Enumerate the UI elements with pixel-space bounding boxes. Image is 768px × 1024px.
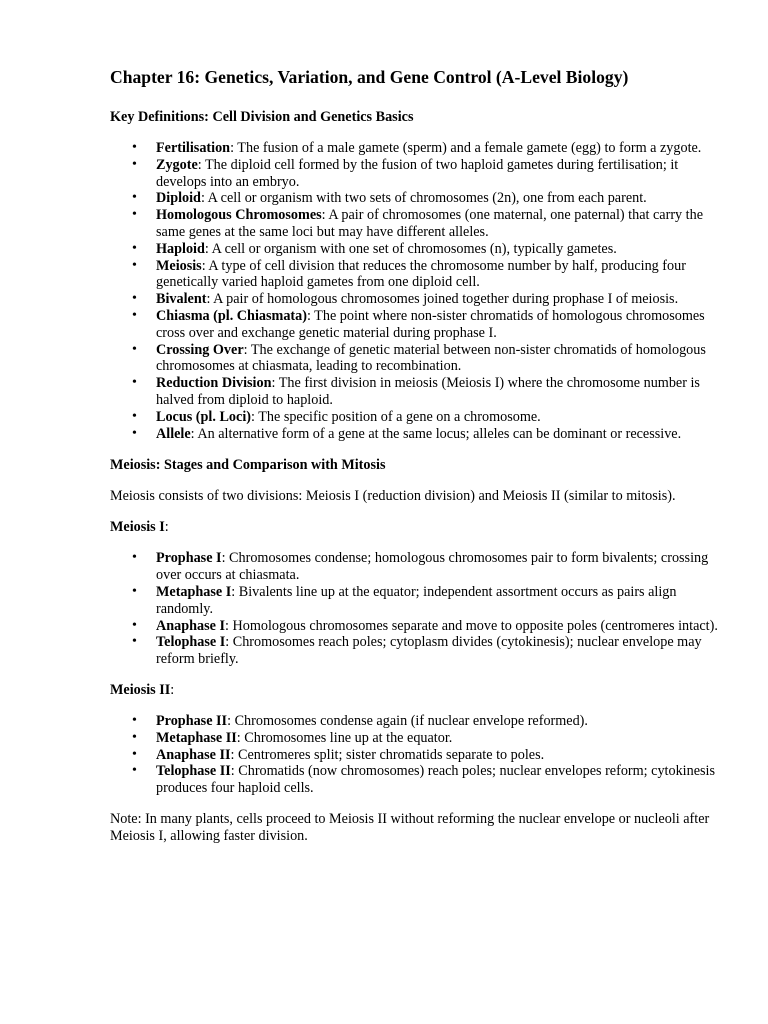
bullet-icon: •	[132, 634, 137, 650]
list-item	[132, 207, 720, 241]
definition-term: Locus (pl. Loci)	[156, 408, 251, 425]
bullet-icon: •	[132, 307, 137, 323]
list-item	[132, 763, 720, 797]
definition-text: : The point where non-sister chromatids of homologous chromosomes cross over and exchange genetic material during prophase I.	[156, 307, 705, 341]
definition-term: Bivalent	[156, 291, 207, 308]
meiosis-1-colon: :	[164, 519, 169, 536]
bullet-icon: •	[132, 207, 137, 223]
stage-text: : Chromosomes line up at the equator.	[236, 729, 453, 746]
page-title: Chapter 16: Genetics, Variation, and Gene Control (A-Level Biology)	[110, 67, 629, 87]
bullet-icon: •	[132, 408, 137, 424]
stage-text: : Chromatids (now chromosomes) reach poles; nuclear envelopes reform; cytokinesis produces four haploid cells.	[156, 763, 715, 797]
list-item	[132, 291, 720, 308]
definition-text: : An alternative form of a gene at the same locus; alleles can be dominant or recessive.	[190, 425, 682, 442]
bullet-icon: •	[132, 257, 137, 273]
stage-text: : Chromosomes condense again (if nuclear envelope reformed).	[227, 712, 588, 729]
definition-text: : The specific position of a gene on a chromosome.	[250, 408, 541, 425]
bullet-icon: •	[132, 617, 137, 633]
list-item	[132, 156, 720, 191]
meiosis-1-label: Meiosis I	[110, 519, 165, 536]
definition-term: Allele	[156, 425, 191, 442]
meiosis-2-colon: :	[170, 681, 175, 698]
bullet-icon: •	[132, 712, 137, 728]
bullet-icon: •	[132, 341, 137, 357]
definition-text: : A type of cell division that reduces the chromosome number by half, producing four genetically varied haploid gametes from one diploid cell.	[156, 257, 686, 291]
meiosis-2-list	[110, 713, 720, 797]
list-item	[132, 190, 720, 207]
definition-text: : A pair of chromosomes (one maternal, one paternal) that carry the same genes at the same loci but may have different alleles.	[156, 207, 704, 240]
definition-term: Homologous Chromosomes	[156, 207, 322, 224]
section-heading-meiosis: Meiosis: Stages and Comparison with Mitosis	[110, 457, 386, 474]
definition-term: Haploid	[156, 240, 205, 257]
list-item	[132, 550, 720, 584]
stage-term: Metaphase I	[156, 583, 232, 600]
list-item	[132, 307, 720, 342]
stage-text: : Chromosomes condense; homologous chromosomes pair to form bivalents; crossing over occurs at chiasmata.	[156, 550, 709, 584]
bullet-icon: •	[132, 140, 137, 155]
list-item	[132, 746, 720, 764]
list-item	[132, 729, 720, 747]
definition-text: : A pair of homologous chromosomes joined together during prophase I of meiosis.	[206, 291, 679, 308]
list-item	[132, 583, 720, 618]
stage-term: Anaphase I	[156, 617, 225, 634]
list-item	[132, 617, 720, 635]
meiosis-2-heading	[110, 682, 720, 699]
stage-term: Telophase II	[156, 763, 231, 780]
stage-text: : Centromeres split; sister chromatids separate to poles.	[230, 746, 545, 763]
list-item	[132, 375, 720, 409]
list-item	[132, 240, 720, 258]
definition-term: Diploid	[156, 190, 201, 207]
definition-text: : The first division in meiosis (Meiosis I) where the chromosome number is halved from diploid to haploid.	[156, 375, 700, 408]
stage-text: : Chromosomes reach poles; cytoplasm divides (cytokinesis); nuclear envelope may reform briefly.	[156, 634, 702, 668]
definition-text: : The diploid cell formed by the fusion of two haploid gametes during fertilisation; it develops into an embryo.	[156, 156, 679, 190]
list-item	[132, 408, 720, 426]
stage-text: : Homologous chromosomes separate and move to opposite poles (centromeres intact).	[225, 617, 718, 634]
meiosis-1-list	[110, 550, 720, 668]
definition-text: : The fusion of a male gamete (sperm) and a female gamete (egg) to form a zygote.	[230, 140, 702, 156]
note-paragraph: Note: In many plants, cells proceed to Meiosis II without reforming the nuclear envelope or nucleoli after Meiosis I, allowing faster division.	[110, 810, 710, 844]
meiosis-1-heading	[110, 519, 720, 536]
bullet-icon: •	[132, 763, 137, 779]
stage-text: : Bivalents line up at the equator; independent assortment occurs as pairs align randomly.	[156, 583, 677, 617]
definition-term: Chiasma (pl. Chiasmata)	[156, 307, 307, 324]
bullet-icon: •	[132, 291, 137, 307]
stage-term: Anaphase II	[156, 746, 231, 763]
definition-text: : A cell or organism with two sets of chromosomes (2n), one from each parent.	[200, 190, 647, 207]
definition-term: Crossing Over	[156, 341, 244, 358]
meiosis-2-label: Meiosis II	[110, 681, 171, 698]
bullet-icon: •	[132, 583, 137, 599]
definitions-list	[110, 140, 720, 442]
section-heading-definitions: Key Definitions: Cell Division and Genetics Basics	[110, 109, 414, 125]
definition-term: Fertilisation	[156, 140, 231, 156]
list-item	[132, 634, 720, 668]
bullet-icon: •	[132, 190, 137, 206]
definition-term: Zygote	[156, 156, 198, 173]
bullet-icon: •	[132, 425, 137, 441]
bullet-icon: •	[132, 746, 137, 762]
bullet-icon: •	[132, 240, 137, 256]
list-item	[132, 712, 720, 730]
stage-term: Metaphase II	[156, 729, 237, 746]
meiosis-intro: Meiosis consists of two divisions: Meiosis I (reduction division) and Meiosis II (similar to mitosis).	[110, 488, 676, 505]
stage-term: Prophase I	[156, 550, 222, 567]
bullet-icon: •	[132, 156, 137, 172]
list-item	[132, 257, 720, 292]
list-item	[132, 341, 720, 376]
bullet-icon: •	[132, 729, 137, 745]
definition-text: : The exchange of genetic material between non-sister chromatids of homologous chromosomes at chiasmata, leading to recombination.	[156, 341, 706, 375]
stage-term: Prophase II	[156, 712, 228, 729]
definition-term: Meiosis	[156, 257, 202, 274]
definition-term: Reduction Division	[156, 375, 272, 392]
definition-text: : A cell or organism with one set of chromosomes (n), typically gametes.	[204, 240, 617, 257]
stage-term: Telophase I	[156, 634, 226, 651]
bullet-icon: •	[132, 375, 137, 391]
list-item	[132, 425, 720, 443]
bullet-icon: •	[132, 550, 137, 566]
list-item	[132, 140, 720, 157]
